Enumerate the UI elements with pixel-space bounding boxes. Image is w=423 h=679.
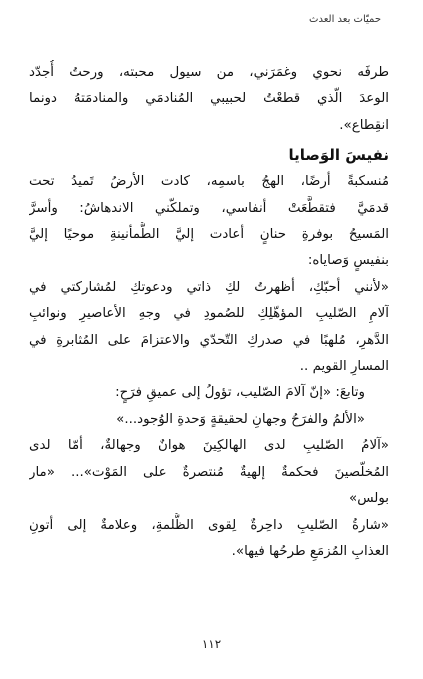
text-line: الدَّهرِ، مُلهبًا في صدركِ التّحدّي والاعتزامَ على المُثابرةِ في: [29, 332, 389, 348]
page-number: ١١٢: [201, 637, 222, 651]
body-text: [29, 60, 389, 565]
text-line: «آلامُ الصّليبِ لدى الهالكِينَ هوانٌ وجهالةٌ، أمّا لدى: [29, 438, 389, 454]
text-line: آلامِ الصّليبِ المؤهّلِكِ للصُمودِ في وجهِ الأعاصيرِ ونوائبِ: [29, 306, 389, 322]
text-line: العذابِ المُزمَعِ طرحُها فيها».: [231, 543, 389, 559]
text-line: انقِطاع».: [339, 117, 389, 133]
text-line: «شارةُ الصّليبِ داحِرةٌ لِقوى الظُّلمةِ، وعلامةٌ إلى أتونِ: [29, 517, 389, 533]
section-heading: نفيسَ الوَصايا: [288, 146, 389, 165]
text-line: قدمَيَّ فتقطَّعَتْ أنفاسي، وتملكّني الاندهاشُ: وأسرَّ: [29, 200, 389, 216]
text-line: طرفَه نحوي وغمَرَني، من سيول محبته، ورحتُ أُجدّد: [29, 65, 389, 80]
text-line: «لأنني أحبّكِ، أظهرتُ لكِ ذاتي ودعوتكِ لمُشاركتي في: [29, 279, 389, 295]
text-line: مُنسكبةً أرضًا، الهجُ باسمِه، كادت الأرضُ تَميدُ تحت: [29, 174, 389, 190]
text-line: بنفيسٍ وَصاياه:: [307, 253, 389, 269]
running-header: حميّات بعد العدث: [309, 14, 381, 25]
text-line: «الألمُ والفرَحُ وجهانِ لحقيقةٍ وَحدةِ الوُجود...»: [116, 411, 365, 427]
text-line: المُخلّصينَ فحكمةٌ إلهيةٌ مُنتصرةٌ على المَوْت»... «مار: [29, 464, 389, 480]
text-line: الوعدَ الّذي قطعْتُ لحبيبي المُنادمَي والمنادمَتهُ دونما: [29, 91, 389, 107]
text-line: بولس»: [349, 491, 389, 507]
text-line: المسارِ القويم ..: [299, 359, 389, 375]
text-line: وتابعَ: «إنّ آلامَ الصّليب، تؤولُ إلى عميقِ فرَحٍ:: [115, 385, 365, 401]
text-line: المَسيحُ بوفرةِ حنانٍ أعادت إليَّ الطُّمأنينةِ موحيًا إليَّ: [29, 227, 389, 243]
